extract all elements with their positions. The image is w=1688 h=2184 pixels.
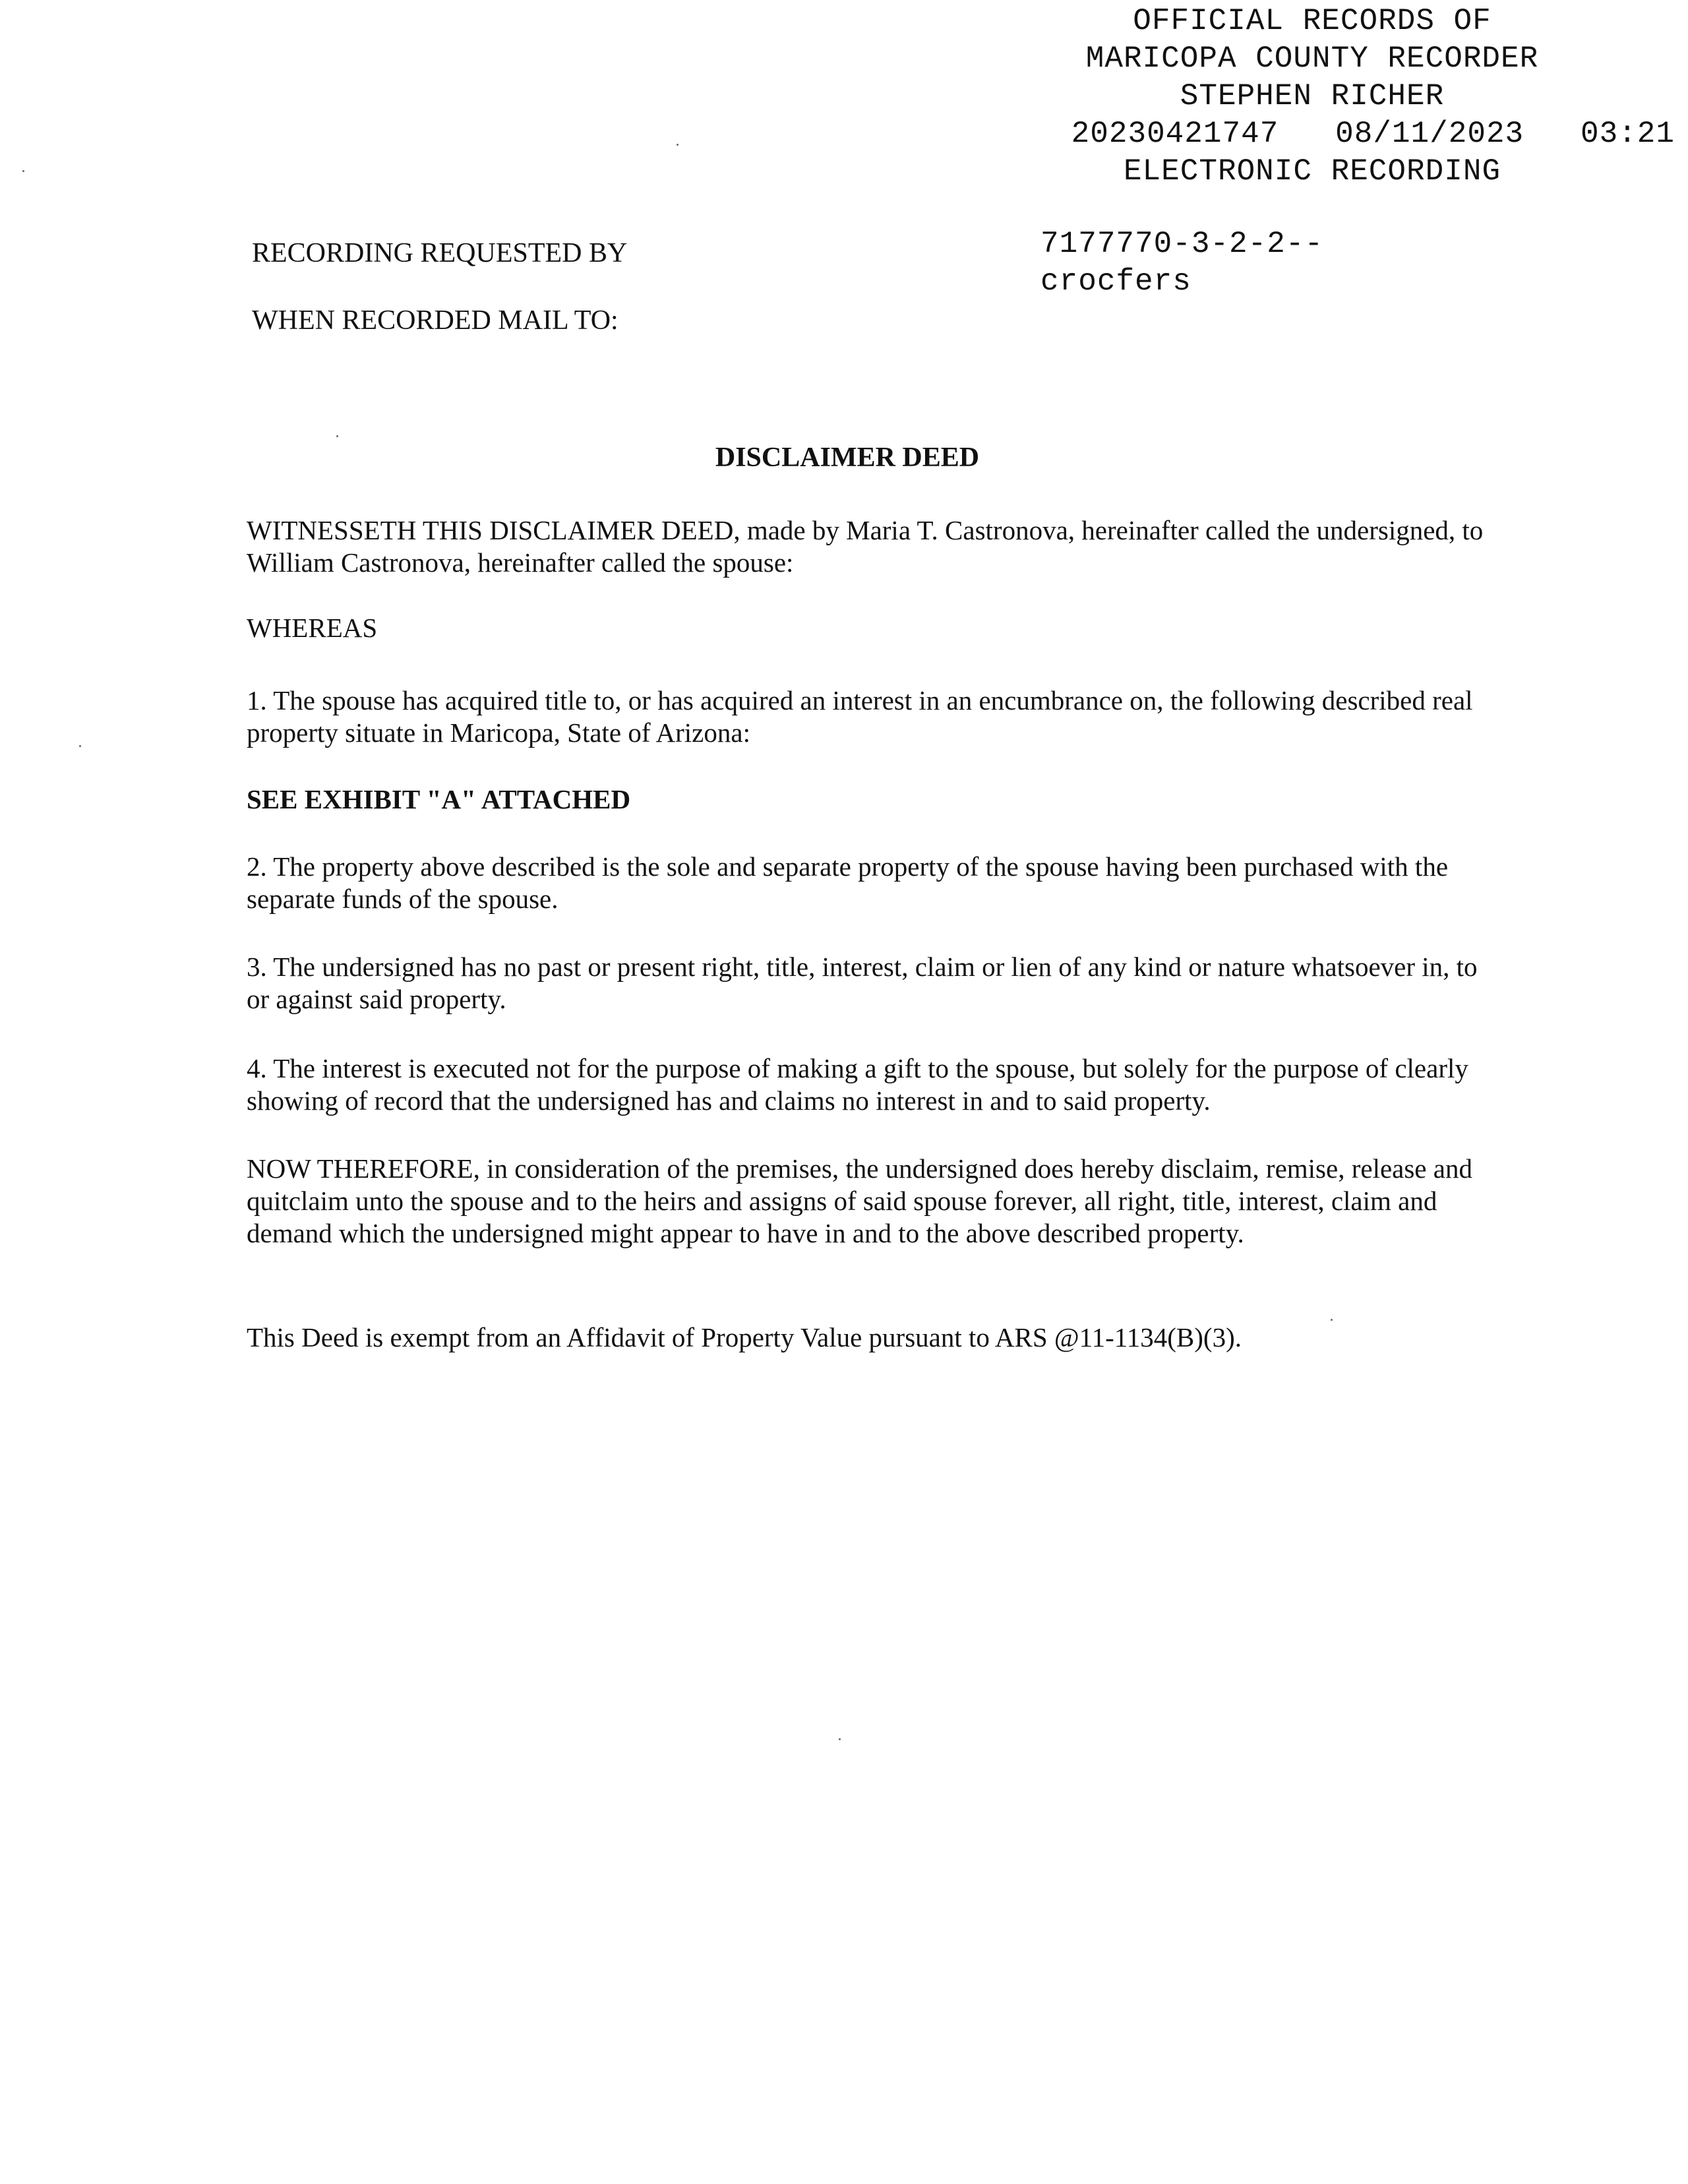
scan-speck (22, 170, 24, 172)
recording-requested-by-label: RECORDING REQUESTED BY (252, 238, 628, 268)
clause-1 (247, 684, 1493, 749)
scan-speck (336, 435, 338, 437)
stamp-recorder-name: STEPHEN RICHER (1180, 79, 1445, 113)
recorder-stamp (950, 3, 1675, 191)
clause-1-text: 1. The spouse has acquired title to, or has acquired an interest in an encumbrance on, the following described real property situate in Maricopa, State of Arizona: (247, 685, 1473, 748)
stamp-electronic-recording: ELECTRONIC RECORDING (1123, 154, 1501, 189)
exhibit-reference (247, 783, 1493, 816)
clause-3-text: 3. The undersigned has no past or present right, title, interest, claim or lien of any kind or nature whatsoever in, to or against said property. (247, 952, 1478, 1014)
clause-2-text: 2. The property above described is the sole and separate property of the spouse having been purchased with the separate funds of the spouse. (247, 851, 1449, 914)
when-recorded-mail-to-label: WHEN RECORDED MAIL TO: (252, 305, 618, 336)
reference-code (1040, 226, 1323, 301)
clause-2 (247, 851, 1493, 915)
clause-4 (247, 1052, 1493, 1117)
whereas-paragraph (247, 612, 1493, 644)
scan-speck (1331, 1319, 1333, 1321)
now-therefore-paragraph (247, 1153, 1493, 1250)
clause-3 (247, 951, 1493, 1016)
scan-speck (677, 144, 678, 146)
scan-speck (79, 745, 81, 747)
reference-code-line2: crocfers (1040, 264, 1191, 299)
whereas-text: WHEREAS (247, 613, 378, 643)
exhibit-reference-text: SEE EXHIBIT "A" ATTACHED (247, 784, 631, 814)
stamp-record-number-date-time: 20230421747 08/11/2023 03:21 (1071, 117, 1675, 151)
witnesseth-text: WITNESSETH THIS DISCLAIMER DEED, made by Maria T. Castronova, hereinafter called the undersigned, to William Castronova, hereinafter called the spouse: (247, 515, 1484, 578)
stamp-county-recorder: MARICOPA COUNTY RECORDER (1085, 42, 1539, 76)
exemption-text: This Deed is exempt from an Affidavit of Property Value pursuant to ARS @11-1134(B)(3). (247, 1322, 1242, 1352)
reference-code-line1: 7177770-3-2-2-- (1040, 227, 1324, 261)
clause-4-text: 4. The interest is executed not for the purpose of making a gift to the spouse, but solely for the purpose of clearly showing of record that the undersigned has and claims no interest in and to said property. (247, 1053, 1468, 1116)
scan-speck (839, 1738, 841, 1740)
witnesseth-paragraph (247, 514, 1493, 579)
document-title: DISCLAIMER DEED (715, 442, 980, 473)
stamp-official-records: OFFICIAL RECORDS OF (1133, 4, 1492, 38)
now-therefore-text: NOW THEREFORE, in consideration of the premises, the undersigned does hereby disclaim, remise, release and quitclaim unto the spouse and to the heirs and assigns of said spouse forever, all right, title, interest, claim and demand which the undersigned might appear to have in and to the above described property. (247, 1153, 1472, 1248)
exemption-paragraph (247, 1321, 1493, 1354)
